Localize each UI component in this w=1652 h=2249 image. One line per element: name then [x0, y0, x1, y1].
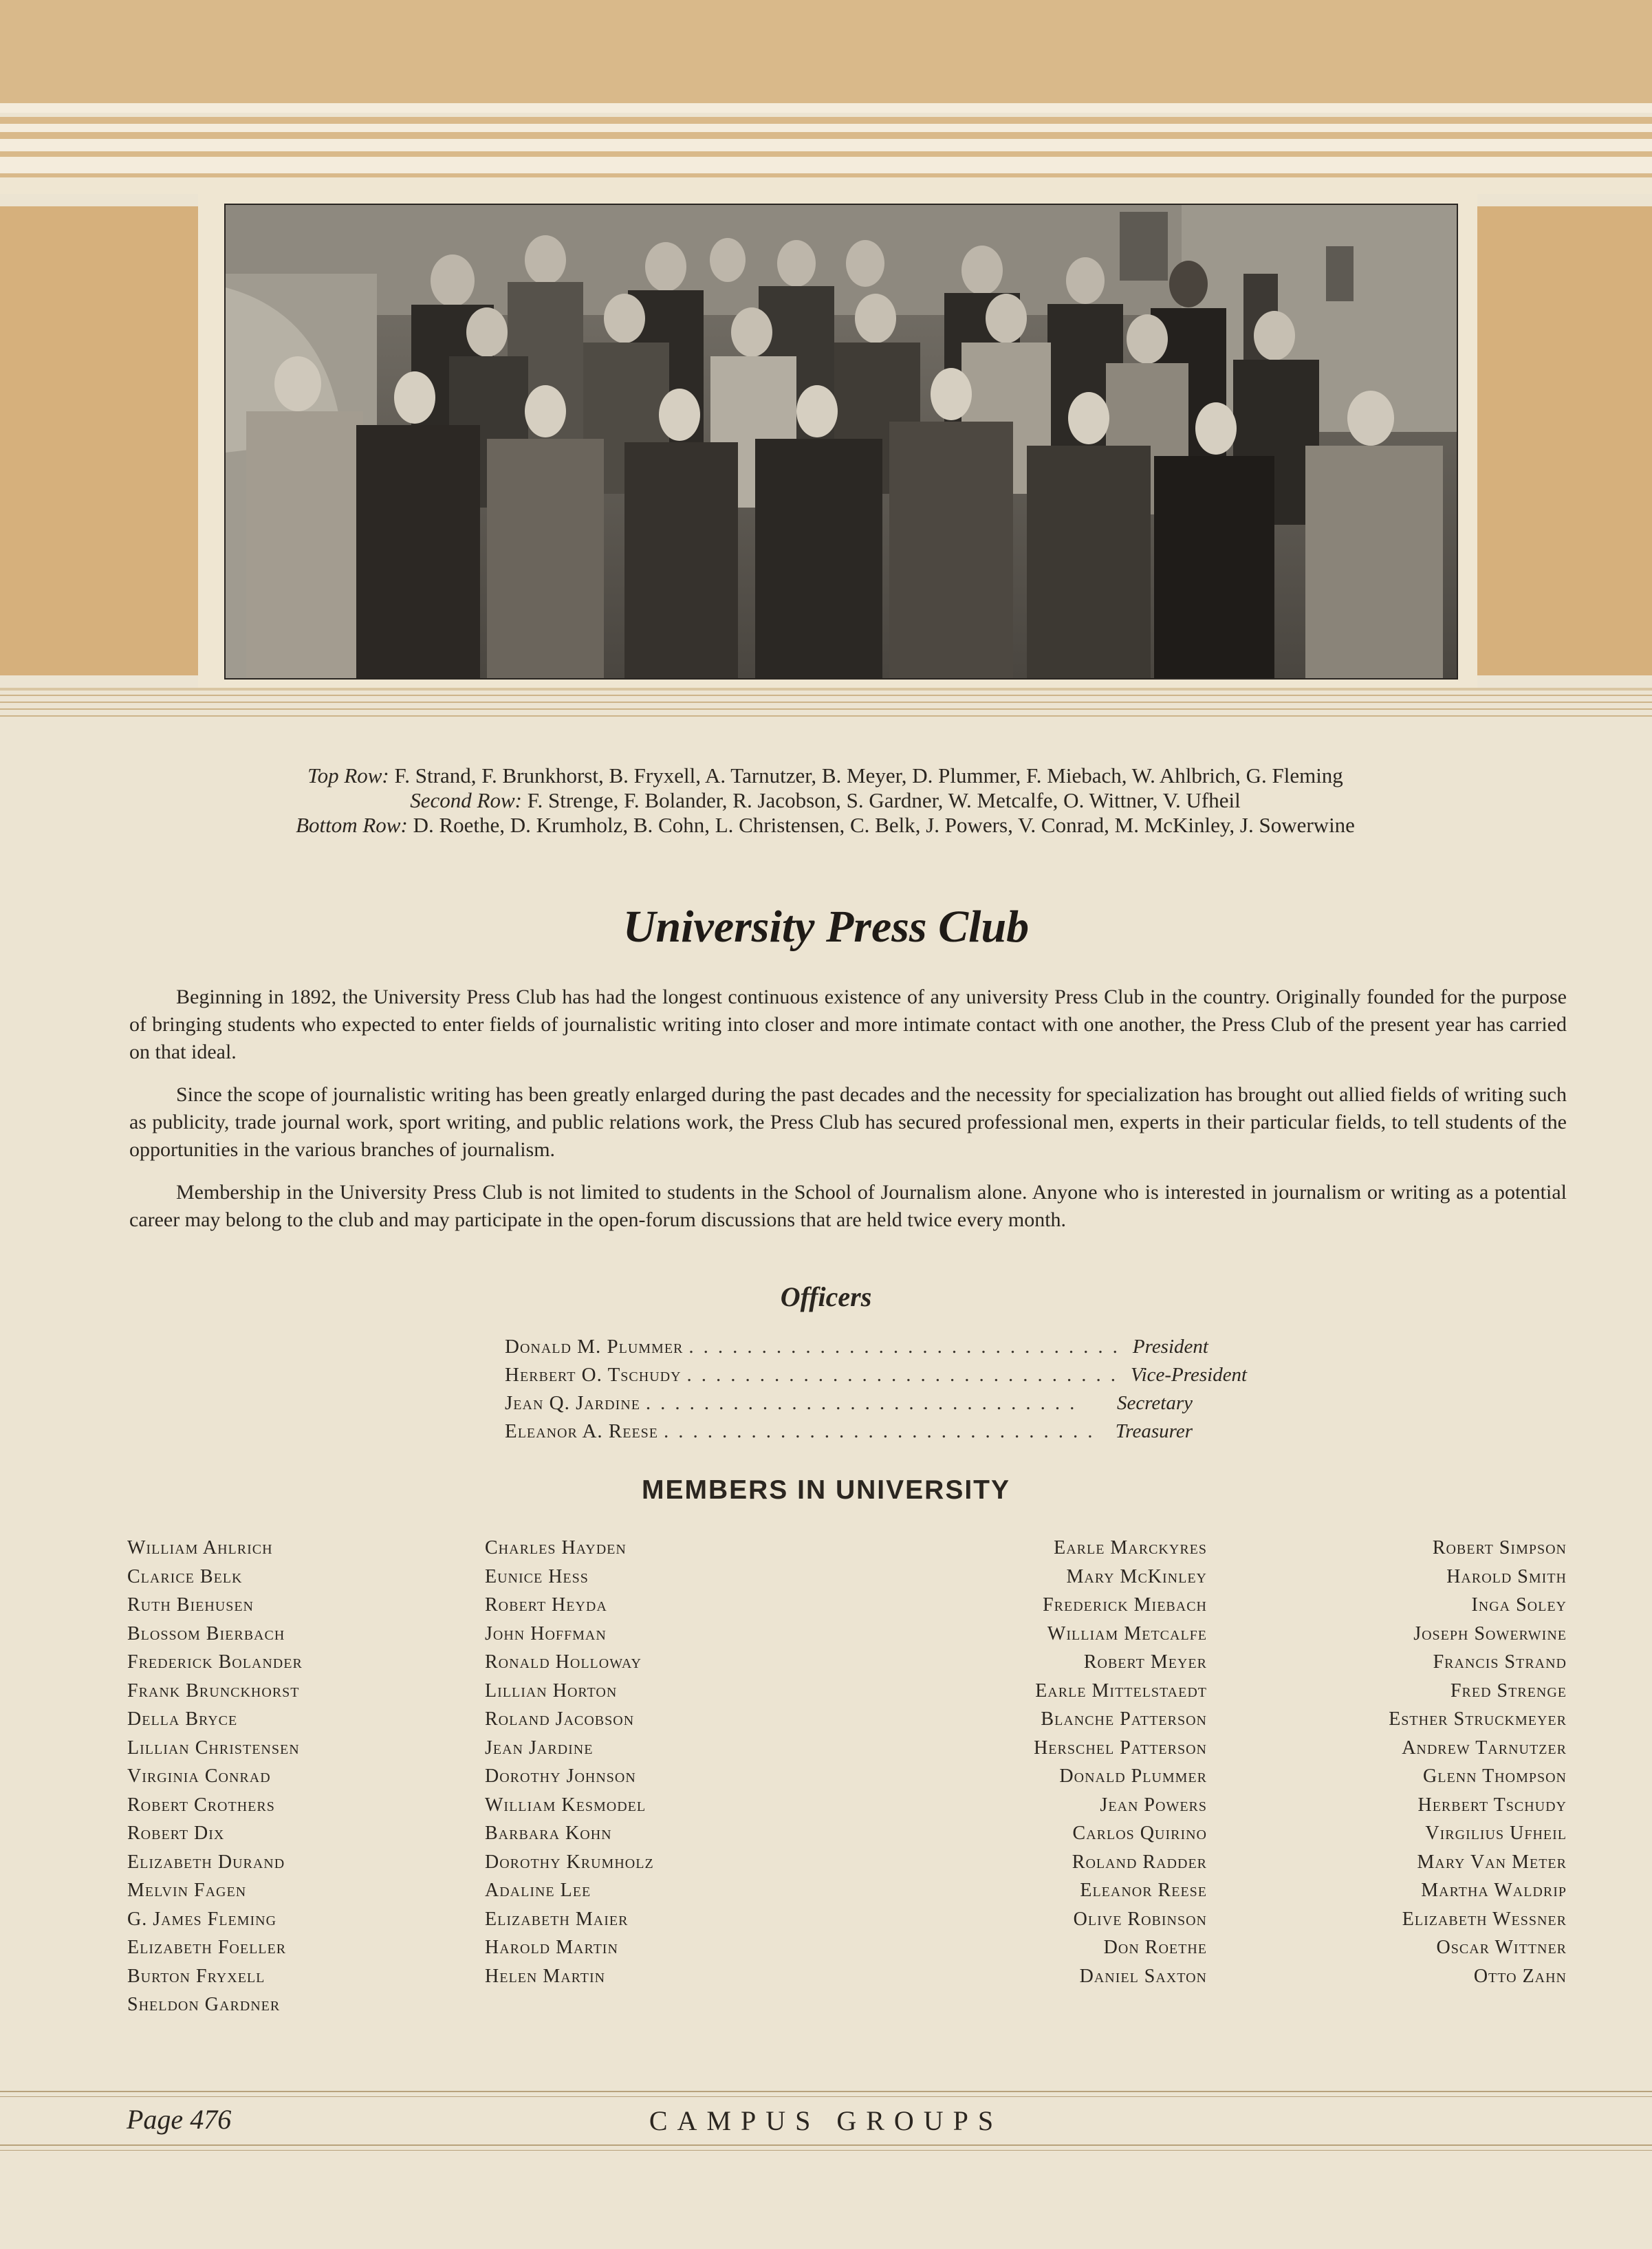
member-name: Helen Martin [485, 1965, 606, 1987]
member-name: Ruth Biehusen [127, 1594, 254, 1616]
member-name: Olive Robinson [1073, 1908, 1207, 1930]
member-name: Elizabeth Wessner [1402, 1908, 1567, 1930]
officer-name: Jean Q. Jardine [505, 1392, 640, 1414]
member-name: Dorothy Johnson [485, 1765, 636, 1787]
member-name: Blanche Patterson [1041, 1708, 1207, 1730]
member-name: Lillian Christensen [127, 1737, 300, 1759]
photo-caption [138, 763, 1513, 838]
header-rule [0, 151, 1652, 157]
member-name: Earle Mittelstaedt [1035, 1680, 1207, 1702]
member-name: Roland Radder [1072, 1851, 1207, 1873]
member-name: John Hoffman [485, 1622, 607, 1644]
officer-name: Donald M. Plummer [505, 1336, 684, 1358]
member-name: Roland Jacobson [485, 1708, 635, 1730]
member-name: Don Roethe [1103, 1937, 1207, 1958]
member-name: Herbert Tschudy [1417, 1794, 1567, 1816]
header-band [0, 0, 1652, 103]
side-panel-left [0, 206, 198, 675]
members-column-3 [932, 1537, 1207, 1994]
officer-row [505, 1420, 1193, 1448]
member-name: Della Bryce [127, 1708, 238, 1730]
member-name: Blossom Bierbach [127, 1622, 285, 1644]
caption-row [138, 813, 1513, 838]
caption-row-label: Top Row: [307, 763, 389, 787]
officer-row [505, 1392, 1193, 1420]
band-rule [0, 695, 1652, 696]
officer-row [505, 1364, 1248, 1392]
leader-dots: .............................. [688, 1336, 1127, 1358]
member-name: Robert Heyda [485, 1594, 607, 1616]
member-name: Martha Waldrip [1421, 1880, 1567, 1901]
club-description [129, 984, 1567, 1249]
member-name: Mary Van Meter [1417, 1851, 1567, 1873]
header-rule [0, 117, 1652, 124]
member-name: Frank Brunckhorst [127, 1680, 300, 1702]
member-name: Robert Meyer [1083, 1651, 1207, 1673]
header-rule [0, 177, 1652, 194]
member-name: William Ahlrich [127, 1537, 273, 1558]
officer-row [505, 1336, 1208, 1364]
member-name: Inga Soley [1471, 1594, 1567, 1616]
member-name: Joseph Sowerwine [1413, 1622, 1567, 1644]
footer-rule [0, 2150, 1652, 2151]
leader-dots: .............................. [645, 1392, 1085, 1414]
member-name: Clarice Belk [127, 1565, 243, 1587]
description-paragraph: Since the scope of journalistic writing has been greatly enlarged during the past decades and the necessity for specialization has brought out allied fields of writing such as publicity, trade journal work, sport writing, and public relations work, the Press Club has secured professional men, experts in their particular fields, to tell students of the opportunities in the various branches of journalism. [129, 1083, 1567, 1161]
members-heading: MEMBERS IN UNIVERSITY [641, 1475, 1011, 1505]
caption-row [138, 788, 1513, 813]
member-name: Oscar Wittner [1436, 1937, 1567, 1958]
member-name: Virginia Conrad [127, 1765, 271, 1787]
header-rule [0, 124, 1652, 132]
officers-heading: Officers [780, 1281, 872, 1312]
leader-dots: .............................. [664, 1420, 1102, 1442]
member-name: Adaline Lee [485, 1880, 591, 1901]
members-column-4 [1293, 1537, 1567, 1994]
officers-list [505, 1336, 1248, 1448]
member-name: Mary McKinley [1066, 1565, 1207, 1587]
member-name: G. James Fleming [127, 1908, 277, 1930]
officer-name: Eleanor A. Reese [505, 1420, 659, 1442]
officer-title: Treasurer [1115, 1420, 1193, 1442]
member-name: Francis Strand [1433, 1651, 1567, 1673]
member-name: Andrew Tarnutzer [1402, 1737, 1567, 1759]
member-name: Burton Fryxell [127, 1965, 265, 1987]
member-name: Otto Zahn [1473, 1965, 1567, 1987]
page-number: Page 476 [127, 2104, 232, 2135]
caption-row-names: D. Roethe, D. Krumholz, B. Cohn, L. Christensen, C. Belk, J. Powers, V. Conrad, M. McKinley, J. Sowerwine [413, 813, 1355, 837]
member-name: Fred Strenge [1450, 1680, 1567, 1702]
member-name: Jean Jardine [485, 1737, 594, 1759]
band-rule [0, 715, 1652, 717]
member-name: William Metcalfe [1047, 1622, 1207, 1644]
group-photo-illustration [226, 205, 1457, 678]
member-name: Harold Smith [1446, 1565, 1567, 1587]
member-name: Esther Struckmeyer [1389, 1708, 1567, 1730]
member-name: Eleanor Reese [1080, 1880, 1207, 1901]
side-panel-right [1477, 206, 1652, 675]
member-name: Elizabeth Foeller [127, 1937, 287, 1958]
officer-title: Secretary [1116, 1392, 1193, 1414]
caption-row [138, 763, 1513, 788]
member-name: Elizabeth Maier [485, 1908, 629, 1930]
member-name: Glenn Thompson [1423, 1765, 1567, 1787]
section-name: CAMPUS GROUPS [649, 2105, 1003, 2136]
band-rule [0, 702, 1652, 703]
member-name: Melvin Fagen [127, 1880, 247, 1901]
member-name: William Kesmodel [485, 1794, 646, 1816]
member-name: Sheldon Gardner [127, 1994, 281, 2015]
member-name: Eunice Hess [485, 1565, 589, 1587]
member-name: Barbara Kohn [485, 1823, 612, 1844]
band-rule [0, 708, 1652, 710]
header-rule [0, 132, 1652, 139]
member-name: Carlos Quirino [1072, 1823, 1207, 1844]
leader-dots: .............................. [686, 1364, 1126, 1386]
footer-rule [0, 2144, 1652, 2146]
members-column-2 [485, 1537, 654, 1994]
member-name: Robert Simpson [1432, 1537, 1567, 1558]
member-name: Ronald Holloway [485, 1651, 642, 1673]
member-name: Robert Crothers [127, 1794, 275, 1816]
page-title: University Press Club [622, 902, 1030, 952]
caption-row-names: F. Strenge, F. Bolander, R. Jacobson, S. Gardner, W. Metcalfe, O. Wittner, V. Ufheil [527, 788, 1241, 812]
caption-row-label: Bottom Row: [296, 813, 408, 837]
description-paragraph: Membership in the University Press Club is not limited to students in the School of Journalism alone. Anyone who is interested in journalism or writing as a potential career may belong to the club and may participate in the open-forum discussions that are held twice every month. [129, 1181, 1567, 1231]
member-name: Herschel Patterson [1034, 1737, 1207, 1759]
header-rule [0, 103, 1652, 113]
group-photo [224, 204, 1458, 680]
member-name: Elizabeth Durand [127, 1851, 285, 1873]
member-name: Donald Plummer [1059, 1765, 1207, 1787]
footer-rule [0, 2096, 1652, 2097]
band-rule [0, 688, 1652, 691]
member-name: Lillian Horton [485, 1680, 618, 1702]
caption-row-names: F. Strand, F. Brunkhorst, B. Fryxell, A. Tarnutzer, B. Meyer, D. Plummer, F. Miebach, W. Ahlbrich, G. Fleming [394, 763, 1343, 787]
member-name: Earle Marckyres [1054, 1537, 1207, 1558]
footer-rule [0, 2091, 1652, 2092]
member-name: Frederick Bolander [127, 1651, 303, 1673]
member-name: Virgilius Ufheil [1425, 1823, 1567, 1844]
member-name: Dorothy Krumholz [485, 1851, 654, 1873]
member-name: Daniel Saxton [1079, 1965, 1207, 1987]
members-column-1 [127, 1537, 303, 2023]
member-name: Charles Hayden [485, 1537, 627, 1558]
officer-title: Vice-President [1131, 1364, 1248, 1386]
officer-title: President [1132, 1336, 1208, 1358]
officer-name: Herbert O. Tschudy [505, 1364, 682, 1386]
header-rule [0, 157, 1652, 173]
header-rule [0, 139, 1652, 151]
member-name: Frederick Miebach [1043, 1594, 1207, 1616]
member-name: Robert Dix [127, 1823, 225, 1844]
member-name: Harold Martin [485, 1937, 618, 1958]
caption-row-label: Second Row: [410, 788, 522, 812]
description-paragraph: Beginning in 1892, the University Press Club has had the longest continuous existence of any university Press Club in the country. Originally founded for the purpose of bringing students who expected to enter fields of journalistic writing into closer and more intimate contact with one another, the Press Club of the present year has carried on that ideal. [129, 986, 1567, 1063]
member-name: Jean Powers [1100, 1794, 1207, 1816]
